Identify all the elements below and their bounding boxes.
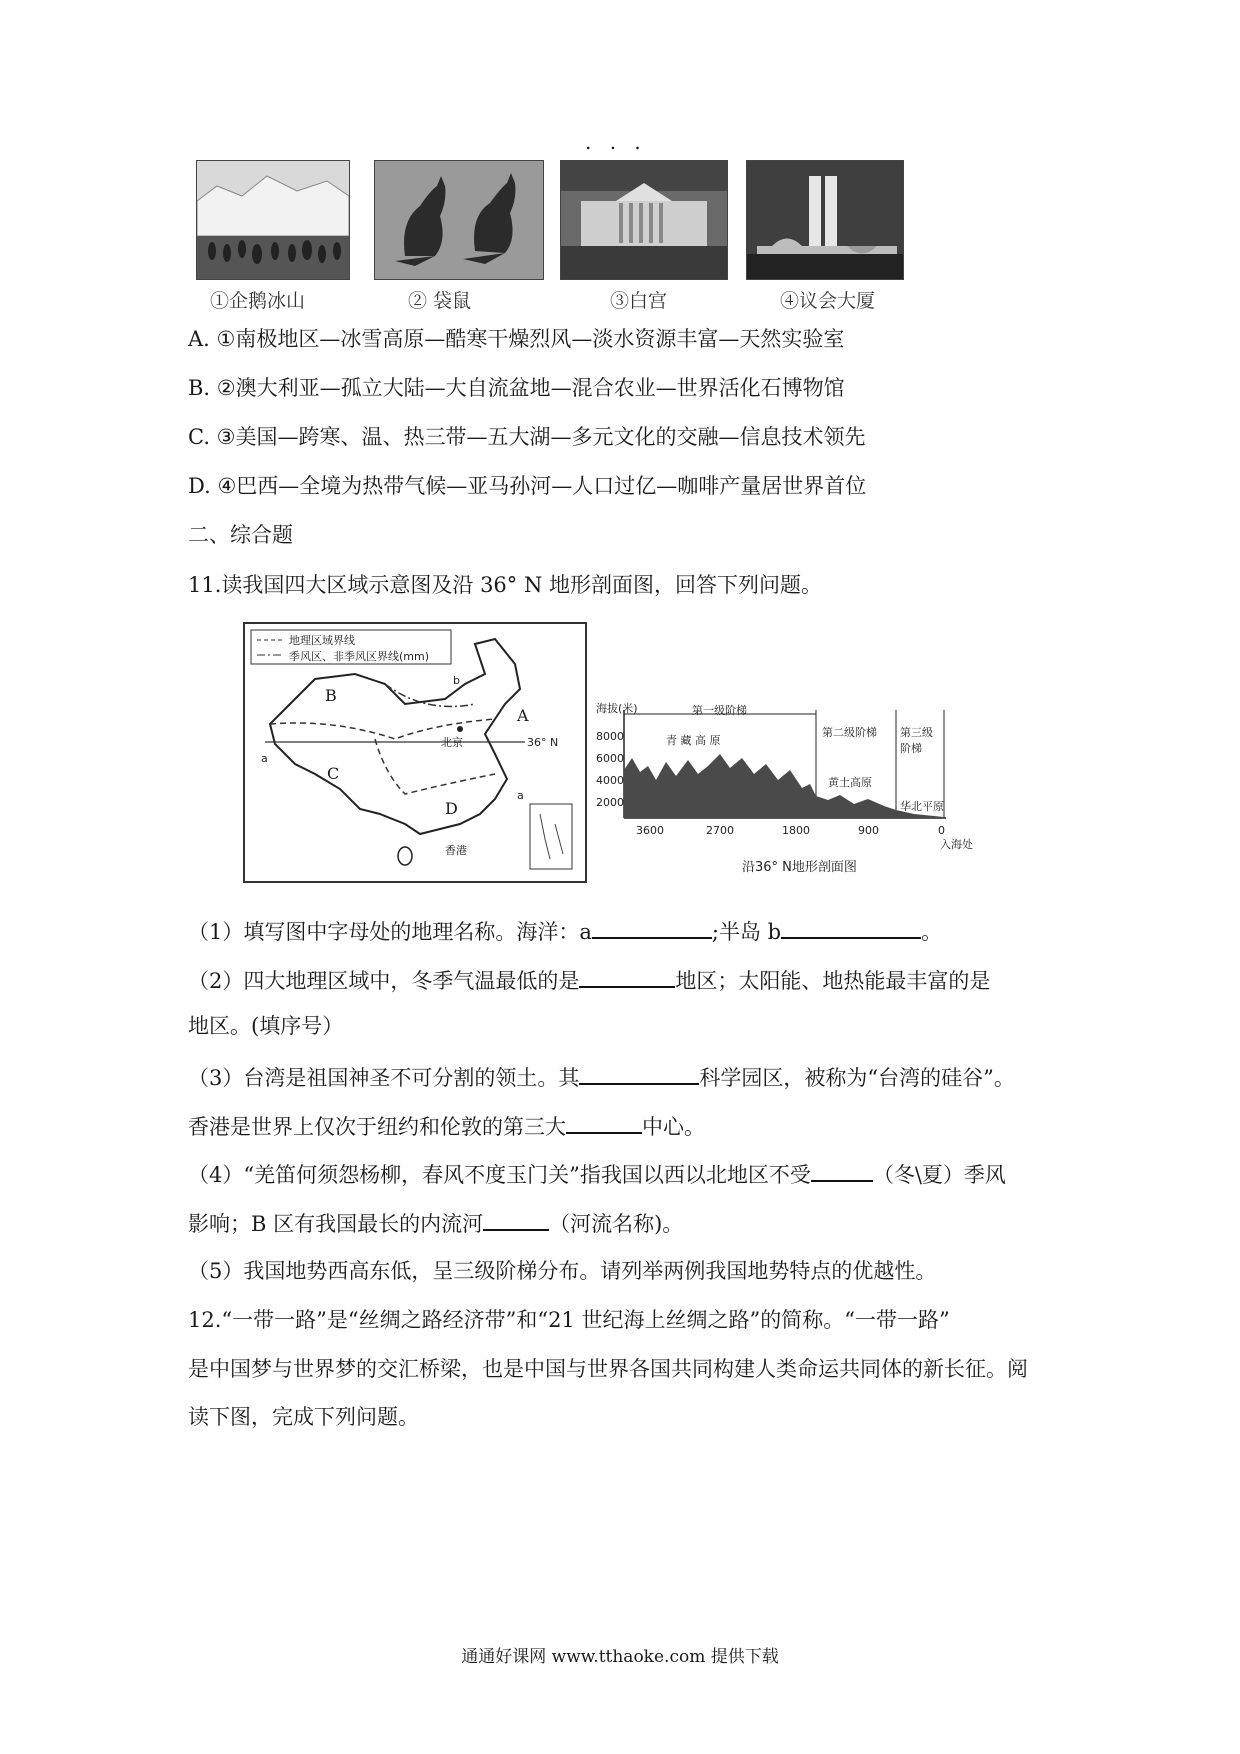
q11-sub5: （5）我国地势西高东低，呈三级阶梯分布。请列举两例我国地势特点的优越性。 [188,1259,937,1283]
map-label-a-sea: a [517,789,524,802]
q11-sub3-line2: 香港是世界上仅次于纽约和伦敦的第三大 中心。 [188,1112,705,1140]
terrain-profile-36n [596,700,980,880]
kangaroo-photo [374,160,544,280]
q11-sub4-line2: 影响；B 区有我国最长的内流河 （河流名称)。 [188,1209,683,1237]
photo-caption-1: ①企鹅冰山 [210,290,306,312]
q11-sub2: （2）四大地理区域中，冬季气温最低的是 地区；太阳能、地热能最丰富的是 [188,966,990,994]
profile-plateau: 青 藏 高 原 [666,734,721,747]
profile-step2: 第二级阶梯 [822,726,877,739]
q11-sub4: （4）“羌笛何须怨杨柳，春风不度玉门关”指我国以西以北地区不受 （冬\夏）季风 [188,1160,1006,1188]
legend-region-boundary: 地理区域界线 [289,634,355,647]
profile-ytick-2000: 2000 [596,796,624,809]
profile-step3: 第三级阶梯 [900,726,933,755]
answer-blank-a[interactable] [592,917,712,939]
profile-plain: 华北平原 [900,800,944,813]
q12-line3: 读下图，完成下列问题。 [188,1405,419,1429]
answer-blank-science-park[interactable] [579,1063,699,1085]
map-label-a-region: A [517,706,529,725]
profile-ylabel: 海拔(米) [596,702,638,715]
profile-ytick-6000: 6000 [596,752,624,765]
map-label-a-west: a [261,752,268,765]
photo-caption-3: ③白宫 [610,290,668,312]
map-label-36n: 36° N [527,736,559,749]
profile-loess: 黄土高原 [828,776,872,789]
profile-xtick-0: 0 [938,824,945,837]
legend-monsoon-boundary: 季风区、非季风区界线(mm) [289,650,430,663]
map-label-b-peninsula: b [453,674,460,687]
profile-xtick-1800: 1800 [782,824,810,837]
section-title: 二、综合题 [188,523,293,547]
option-d: D. ④巴西—全境为热带气候—亚马孙河—人口过亿—咖啡产量居世界首位 [188,474,867,498]
map-label-c-region: C [327,764,340,783]
profile-xtick-3600: 3600 [636,824,664,837]
q11-sub1: （1）填写图中字母处的地理名称。海洋：a ;半岛 b 。 [188,917,942,945]
photo-caption-2: ② 袋鼠 [408,290,472,312]
footer: 通通好课网 www.tthaoke.com 提供下载 [461,1647,779,1667]
answer-blank-coldest[interactable] [579,966,675,988]
answer-blank-b[interactable] [781,917,921,939]
penguin-iceberg-photo [196,160,350,280]
profile-xtick-900: 900 [858,824,879,837]
photo-caption-4: ④议会大厦 [780,290,876,312]
top-dots: . . . [585,130,647,154]
answer-blank-river[interactable] [483,1209,549,1231]
answer-blank-center[interactable] [566,1112,642,1134]
option-c: C. ③美国—跨寒、温、热三带—五大湖—多元文化的交融—信息技术领先 [188,425,866,449]
profile-ytick-4000: 4000 [596,774,624,787]
profile-xtick-2700: 2700 [706,824,734,837]
profile-ytick-8000: 8000 [596,730,624,743]
china-region-map [243,622,587,883]
q11-sub2-line2: 地区。(填序号） [188,1014,344,1038]
option-b: B. ②澳大利亚—孤立大陆—大自流盆地—混合农业—世界活化石博物馆 [188,376,845,400]
parliament-photo [746,160,904,280]
option-a: A. ①南极地区—冰雪高原—酷寒干燥烈风—淡水资源丰富—天然实验室 [188,327,845,351]
map-label-b-region: B [325,686,337,705]
profile-step1: 第一级阶梯 [692,704,747,717]
white-house-photo [560,160,728,280]
answer-blank-monsoon[interactable] [811,1160,873,1182]
map-label-hongkong: 香港 [445,844,467,857]
map-label-beijing: 北京 [441,736,463,749]
q11-stem: 11.读我国四大区域示意图及沿 36° N 地形剖面图，回答下列问题。 [188,573,823,597]
profile-xlabel: 入海处 [940,838,973,851]
profile-caption: 沿36° N地形剖面图 [742,860,857,875]
q12-line2: 是中国梦与世界梦的交汇桥梁，也是中国与世界各国共同构建人类命运共同体的新长征。阅 [188,1357,1028,1381]
map-label-d-region: D [445,799,458,818]
q12-line1: 12.“一带一路”是“丝绸之路经济带”和“21 世纪海上丝绸之路”的简称。“一带一路” [188,1308,950,1332]
q11-sub3: （3）台湾是祖国神圣不可分割的领土。其 科学园区，被称为“台湾的硅谷”。 [188,1063,1015,1091]
